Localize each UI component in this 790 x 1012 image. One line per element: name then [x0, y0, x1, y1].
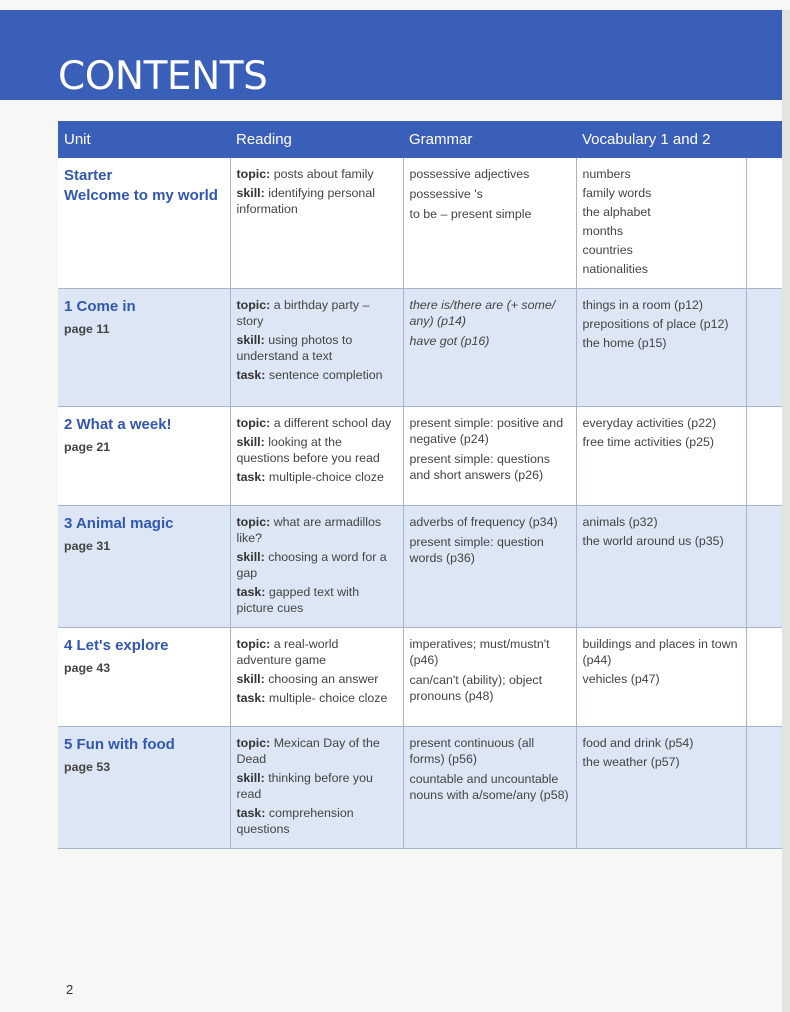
unit-cell — [58, 506, 230, 628]
vocab-item: food and drink (p54) — [582, 736, 694, 750]
table-row — [58, 158, 782, 289]
task-label: task: — [236, 470, 266, 484]
header-reading: Reading — [230, 121, 403, 158]
task-label: task: — [236, 691, 266, 705]
task-text: gapped text with picture cues — [236, 585, 360, 615]
task-label: task: — [236, 585, 266, 599]
vocab-item: nationalities — [582, 262, 648, 276]
vocab-item: the alphabet — [582, 205, 651, 219]
unit-page: page 11 — [64, 322, 110, 336]
skill-text: identifying personal information — [236, 186, 375, 216]
unit-title: 5 Fun with food — [64, 736, 175, 753]
table-row — [58, 407, 782, 506]
grammar-item: have got (p16) — [409, 334, 490, 348]
skill-text: using photos to understand a text — [236, 333, 353, 363]
grammar-cell — [403, 506, 576, 628]
grammar-item: present simple: question words (p36) — [409, 535, 544, 565]
task-label: task: — [236, 368, 266, 382]
spacer-cell — [746, 158, 782, 289]
task-text: sentence completion — [268, 368, 383, 382]
unit-page: page 21 — [64, 440, 111, 454]
grammar-item: possessive 's — [409, 187, 483, 201]
vocab-item: vehicles (p47) — [582, 672, 660, 686]
topic-text: a birthday party – story — [236, 298, 370, 328]
skill-label: skill: — [236, 435, 265, 449]
vocab-item: things in a room (p12) — [582, 298, 704, 312]
task-label: task: — [236, 806, 266, 820]
reading-cell — [230, 727, 403, 849]
reading-cell — [230, 289, 403, 407]
topic-label: topic: — [236, 298, 271, 312]
table-header-row — [58, 121, 782, 158]
vocab-item: countries — [582, 243, 633, 257]
page-number: 2 — [66, 982, 74, 997]
skill-label: skill: — [236, 550, 265, 564]
unit-subtitle: Welcome to my world — [64, 187, 218, 204]
vocabulary-cell — [576, 158, 746, 289]
contents-table — [58, 121, 782, 849]
vocab-item: numbers — [582, 167, 631, 181]
spacer-cell — [746, 727, 782, 849]
unit-title: 3 Animal magic — [64, 515, 174, 532]
vocab-item: the home (p15) — [582, 336, 667, 350]
table-row — [58, 289, 782, 407]
skill-text: choosing a word for a gap — [236, 550, 387, 580]
header-grammar: Grammar — [403, 121, 576, 158]
grammar-cell — [403, 727, 576, 849]
skill-text: choosing an answer — [268, 672, 379, 686]
spacer-cell — [746, 628, 782, 727]
skill-label: skill: — [236, 186, 265, 200]
unit-page: page 31 — [64, 539, 111, 553]
topic-text: Mexican Day of the Dead — [236, 736, 380, 766]
topic-text: a different school day — [273, 416, 392, 430]
skill-text: thinking before you read — [236, 771, 373, 801]
unit-cell — [58, 158, 230, 289]
task-text: multiple- choice cloze — [268, 691, 388, 705]
grammar-item: possessive adjectives — [409, 167, 530, 181]
grammar-item: there is/there are (+ some/ any) (p14) — [409, 298, 556, 328]
vocab-item: months — [582, 224, 624, 238]
unit-cell — [58, 289, 230, 407]
contents-banner — [0, 10, 782, 100]
vocabulary-cell — [576, 506, 746, 628]
spacer-cell — [746, 506, 782, 628]
grammar-item: imperatives; must/mustn't (p46) — [409, 637, 550, 667]
page-edge — [782, 10, 790, 1012]
topic-label: topic: — [236, 515, 271, 529]
grammar-item: to be – present simple — [409, 207, 532, 221]
grammar-cell — [403, 407, 576, 506]
task-text: comprehension questions — [236, 806, 354, 836]
unit-title: 2 What a week! — [64, 416, 172, 433]
unit-cell — [58, 727, 230, 849]
vocabulary-cell — [576, 407, 746, 506]
vocab-item: free time activities (p25) — [582, 435, 715, 449]
unit-page: page 53 — [64, 760, 111, 774]
spacer-cell — [746, 407, 782, 506]
grammar-item: can/can't (ability); object pronouns (p48) — [409, 673, 543, 703]
topic-label: topic: — [236, 637, 271, 651]
table-row — [58, 727, 782, 849]
unit-title: Starter — [64, 167, 113, 184]
skill-label: skill: — [236, 672, 265, 686]
vocab-item: animals (p32) — [582, 515, 658, 529]
vocabulary-cell — [576, 727, 746, 849]
skill-label: skill: — [236, 771, 265, 785]
vocabulary-cell — [576, 289, 746, 407]
unit-page: page 43 — [64, 661, 111, 675]
skill-label: skill: — [236, 333, 265, 347]
header-unit: Unit — [58, 121, 230, 158]
grammar-item: present simple: positive and negative (p24) — [409, 416, 564, 446]
reading-cell — [230, 628, 403, 727]
task-text: multiple-choice cloze — [268, 470, 384, 484]
header-vocabulary: Vocabulary 1 and 2 — [576, 121, 746, 158]
unit-title: 4 Let's explore — [64, 637, 169, 654]
skill-text: looking at the questions before you read — [236, 435, 380, 465]
reading-cell — [230, 158, 403, 289]
page-title: CONTENTS — [58, 54, 268, 99]
unit-title: 1 Come in — [64, 298, 136, 315]
unit-cell — [58, 628, 230, 727]
reading-cell — [230, 506, 403, 628]
table-row — [58, 506, 782, 628]
topic-text: posts about family — [273, 167, 374, 181]
spacer-cell — [746, 289, 782, 407]
vocab-item: the weather (p57) — [582, 755, 680, 769]
grammar-item: countable and uncountable nouns with a/some/any (p58) — [409, 772, 569, 802]
vocab-item: buildings and places in town (p44) — [582, 637, 738, 667]
unit-cell — [58, 407, 230, 506]
vocab-item: prepositions of place (p12) — [582, 317, 729, 331]
topic-label: topic: — [236, 736, 271, 750]
vocab-item: family words — [582, 186, 652, 200]
topic-label: topic: — [236, 416, 271, 430]
grammar-item: present continuous (all forms) (p56) — [409, 736, 535, 766]
topic-label: topic: — [236, 167, 271, 181]
vocab-item: everyday activities (p22) — [582, 416, 717, 430]
reading-cell — [230, 407, 403, 506]
table-row — [58, 628, 782, 727]
grammar-cell — [403, 158, 576, 289]
topic-text: what are armadillos like? — [236, 515, 382, 545]
grammar-cell — [403, 628, 576, 727]
grammar-item: adverbs of frequency (p34) — [409, 515, 558, 529]
topic-text: a real-world adventure game — [236, 637, 339, 667]
header-spacer — [746, 121, 782, 158]
grammar-item: present simple: questions and short answers (p26) — [409, 452, 551, 482]
vocabulary-cell — [576, 628, 746, 727]
vocab-item: the world around us (p35) — [582, 534, 724, 548]
grammar-cell — [403, 289, 576, 407]
